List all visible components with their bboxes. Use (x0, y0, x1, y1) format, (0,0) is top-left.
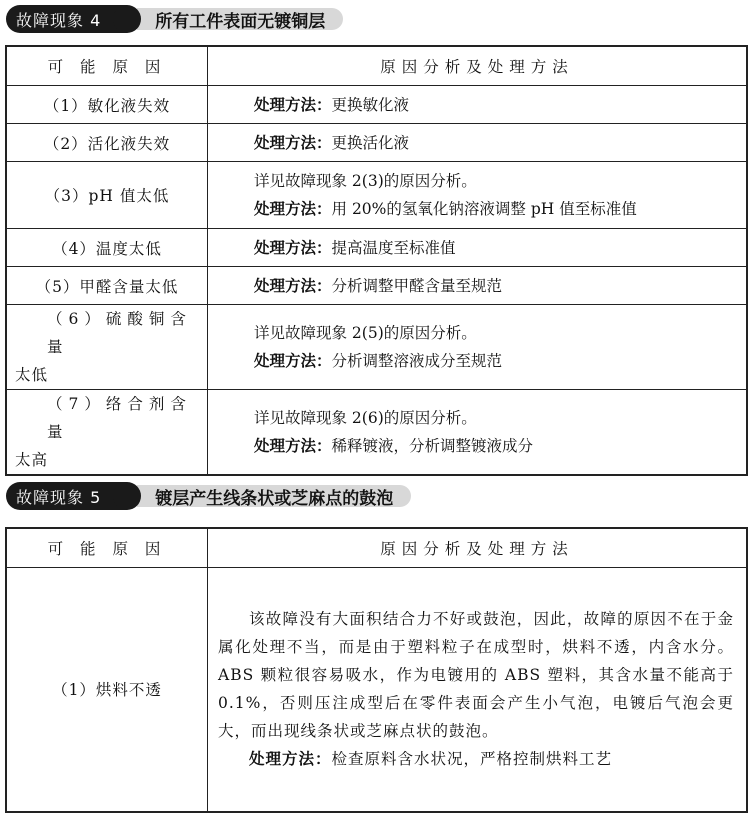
analysis-text: 详见故障现象 2(3)的原因分析。 (254, 172, 477, 190)
method-text: 稀释镀液，分析调整镀液成分 (331, 437, 534, 455)
table-row (6, 568, 747, 812)
cause-cell (6, 305, 208, 390)
analysis-cell (208, 86, 748, 124)
table-row (6, 267, 747, 305)
table-row (6, 229, 747, 267)
table-row (6, 305, 747, 390)
table-row (6, 124, 747, 162)
method-text: 更换活化液 (331, 133, 410, 152)
cause-line-2: 太低 (15, 366, 49, 384)
section-5-heading (6, 480, 411, 512)
analysis-paragraph: 该故障没有大面积结合力不好或鼓泡，因此，故障的原因不在于金属化处理不当，而是由于塑料粒子在成型时，烘料不透，内含水分。ABS 颗粒很容易吸水，作为电镀用的 ABS 塑料，其含水量不能高于 0.1%，否则压注成型后在零件表面会产生小气泡，电镀后气泡会更大，而出现线条状或芝麻点状的鼓泡。 (218, 610, 734, 741)
table-header-row (6, 46, 747, 86)
header-analysis: 原因分析及处理方法 (208, 528, 748, 568)
analysis-text: 详见故障现象 2(5)的原因分析。 (254, 324, 477, 342)
analysis-cell (208, 568, 748, 812)
header-cause: 可 能 原 因 (6, 46, 208, 86)
method-label: 处理方法： (254, 352, 332, 370)
method-text: 分析调整溶液成分至规范 (331, 352, 503, 370)
method-label: 处理方法： (249, 750, 332, 769)
cause-line-1: （7）络合剂含量 (47, 395, 192, 441)
analysis-cell (208, 162, 748, 229)
method-label: 处理方法： (254, 238, 332, 257)
table-header-row (6, 528, 747, 568)
cause-cell (6, 390, 208, 476)
section-5-table (5, 527, 748, 813)
cause-cell: （4）温度太低 (6, 229, 208, 267)
cause-cell: （2）活化液失效 (6, 124, 208, 162)
header-cause: 可 能 原 因 (6, 528, 208, 568)
method-label: 处理方法： (254, 200, 332, 218)
table-row (6, 86, 747, 124)
method-text: 检查原料含水状况，严格控制烘料工艺 (331, 750, 613, 769)
section-4-table (5, 45, 748, 476)
analysis-cell (208, 390, 748, 476)
section-5-badge: 故障现象 5 (6, 482, 127, 510)
section-4-badge: 故障现象 4 (6, 5, 127, 33)
analysis-cell (208, 229, 748, 267)
method-text: 提高温度至标准值 (331, 238, 456, 257)
table-row (6, 390, 747, 476)
cause-cell: （1）敏化液失效 (6, 86, 208, 124)
analysis-cell (208, 267, 748, 305)
analysis-text: 详见故障现象 2(6)的原因分析。 (254, 409, 477, 427)
method-text: 用 20%的氢氧化钠溶液调整 pH 值至标准值 (331, 200, 637, 218)
method-text: 分析调整甲醛含量至规范 (331, 276, 503, 295)
method-text: 更换敏化液 (331, 95, 410, 114)
header-analysis: 原因分析及处理方法 (208, 46, 748, 86)
table-row (6, 162, 747, 229)
analysis-cell (208, 305, 748, 390)
analysis-cell (208, 124, 748, 162)
cause-cell: （5）甲醛含量太低 (6, 267, 208, 305)
cause-cell: （3）pH 值太低 (6, 162, 208, 229)
section-5-title: 镀层产生线条状或芝麻点的鼓泡 (137, 485, 411, 507)
cause-cell: （1）烘料不透 (6, 568, 208, 812)
section-4-heading (6, 3, 343, 35)
method-label: 处理方法： (254, 95, 332, 114)
cause-line-2: 太高 (15, 451, 49, 469)
method-label: 处理方法： (254, 133, 332, 152)
method-label: 处理方法： (254, 276, 332, 295)
section-4-title: 所有工件表面无镀铜层 (137, 8, 343, 30)
method-label: 处理方法： (254, 437, 332, 455)
cause-line-1: （6）硫酸铜含量 (47, 310, 192, 356)
